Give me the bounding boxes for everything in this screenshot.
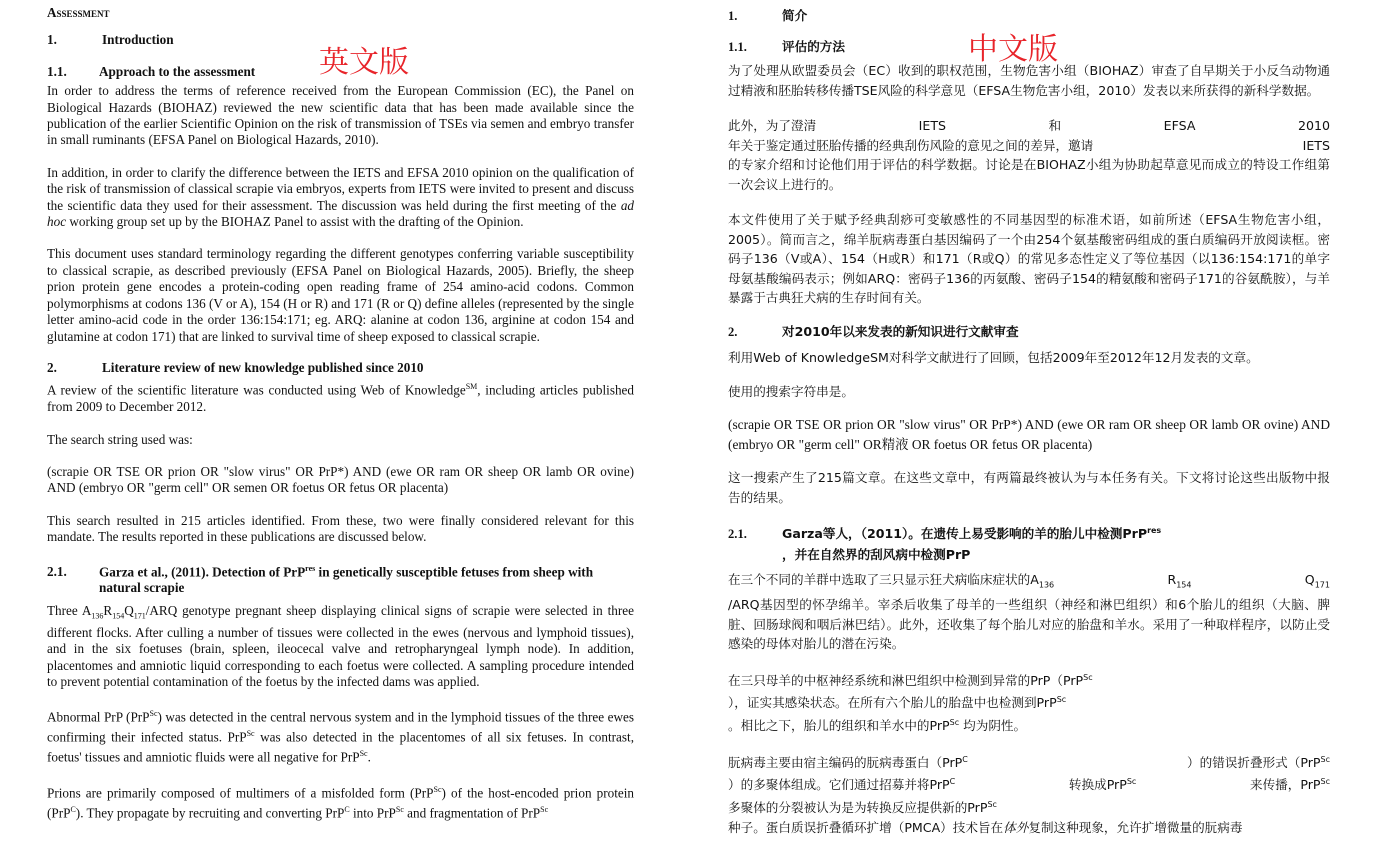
chinese-page xyxy=(700,0,1389,851)
paragraph: 的专家介绍和讨论他们用于评估的科学数据。讨论是在BIOHAZ小组为协助起草意见而成立的特设工作组第一次会议上进行的。 xyxy=(728,157,1330,192)
paragraph: In order to address the terms of reference received from the European Commission (EC), the Panel on Biological Hazards (BIOHAZ) reviewed the new scientific data that has been made available since the publication of the earlier Scientific Opinion on the risk of transmission of TSEs via semen and embryo transfer in small ruminants (EFSA Panel on Biological Hazards, 2010). xyxy=(47,83,634,148)
section-1-1-heading: 1.1. 评估的方法 xyxy=(728,38,845,54)
paragraph-line: 。相比之下，胎儿的组织和羊水中的PrP$^{Sc}$ 均为阴性。 xyxy=(728,718,1027,734)
assessment-heading: Assessment xyxy=(47,5,110,20)
paragraph-line: 种子。蛋白质误折叠循环扩增（PMCA）技术旨在体外复制这种现象，允许扩增微量的朊病毒 xyxy=(728,819,1243,835)
paragraph-line: 多聚体的分裂被认为是为转换反应提供新的PrP$^{Sc}$ xyxy=(728,800,997,816)
paragraph-line: 朊病毒主要由宿主编码的朊病毒蛋白（PrP$^C$ ）的错误折叠形式（PrP$^{Sc}$ xyxy=(728,754,1330,770)
paragraph-line: 在三只母羊的中枢神经系统和淋巴组织中检测到异常的PrP（PrP$^{Sc}$ xyxy=(728,672,1093,688)
paragraph: /ARQ基因型的怀孕绵羊。宰杀后收集了母羊的一些组织（神经和淋巴组织）和6个胎儿的组织（大脑、脾脏、回肠球阀和咽后淋巴结）。此外，还收集了每个胎儿对应的胎盘和羊水。采用了一种取样程序，以防止受感染的母体对胎儿的潜在污染。 xyxy=(728,597,1330,652)
search-string: (scrapie OR TSE OR prion OR "slow virus" OR PrP*) AND (ewe OR ram OR sheep OR lamb OR ovine) AND (embryo OR "germ cell" OR精液 OR foetus OR fetus OR placenta) xyxy=(728,417,1330,452)
paragraph: In addition, in order to clarify the difference between the IETS and EFSA 2010 opinion on the qualification of the risk of transmission of classical scrapie via embryos, experts from IETS were invited to present and discuss the scientific data they used for their assessment. The discussion was held during the first meeting of the ad hoc working group set up by the BIOHAZ Panel to assist with the drafting of the Opinion. xyxy=(47,164,634,230)
section-2-heading: 2. 对2010年以来发表的新知识进行文献审查 xyxy=(728,323,1019,339)
paragraph-line: ）的多聚体组成。它们通过招募并将PrP$^C$ 转换成PrP$^{Sc}$ 来传播，PrP$^{Sc}$ xyxy=(728,777,1330,793)
english-version-label: 英文版 xyxy=(319,45,409,80)
paragraph: The search string used was: xyxy=(47,431,193,447)
paragraph: This document uses standard terminology regarding the different genotypes conferring variable susceptibility to classical scrapie, as described previously (EFSA Panel on Biological Hazards, 2005). Briefly, the sheep prion protein gene encodes a protein-coding open reading frame of 254 amino-acid codons. Common polymorphisms at codons 136 (V or A), 154 (H or R) and 171 (R or Q) define alleles (represented by the single letter amino-acid code in the order 136:154:171; eg. ARQ: alanine at codon 136, arginine at codon 154 and glutamine at codon 171) that are linked to survival time of sheep exposed to classical scrapie. xyxy=(47,246,634,344)
paragraph-line: 此外，为了澄清 IETS 和 EFSA 2010 xyxy=(728,118,1330,133)
paragraph: Prions are primarily composed of multimers of a misfolded form (PrP$^{Sc}$) of the host-encoded prion protein (PrP$^C$). They propagate by recruiting and converting PrP$^C$ into PrP$^{Sc}$ and fragmentation of PrP$^{Sc}$ xyxy=(47,784,634,820)
paragraph-line: ），证实其感染状态。在所有六个胎儿的胎盘中也检测到PrP$^{Sc}$ xyxy=(728,695,1067,711)
paragraph: 本文件使用了关于赋予经典刮痧可变敏感性的不同基因型的标准术语，如前所述（EFSA生物危害小组，2005）。简而言之，绵羊朊病毒蛋白基因编码了一个由254个氨基酸密码组成的蛋白质编码开放阅读框。密码子136（V或A）、154（H或R）和171（R或Q）的常见多态性定义了等位基因（以136:154:171的单字母氨基酸编码表示；例如ARQ：密码子136的丙氨酸、密码子154的精氨酸和密码子171的谷氨酰胺），与羊暴露于古典狂犬病的生存时间有关。 xyxy=(728,212,1330,305)
paragraph: A review of the scientific literature was conducted using Web of Knowledge℠, including articles published from 2009 to December 2012. xyxy=(47,382,634,415)
paragraph: This search resulted in 215 articles identified. From these, two were finally considered relevant for this mandate. The results reported in these publications are discussed below. xyxy=(47,512,634,545)
paragraph: Three $A_{136}R_{154}Q_{171}$/ARQ genotype pregnant sheep displaying clinical signs of scrapie were selected in three different flocks. After culling a number of tissues were collected in the ewes (nervous and lymphoid tissues), and in the six foetuses (brain, spleen, ileocecal valve and retropharyngeal lymph node). In addition, placentomes and amniotic liquid corresponding to each foetus were collected. A sampling procedure intended to prevent potential contamination of the foetus by the infected dams was applied. xyxy=(47,602,634,690)
section-2-heading: 2. Literature review of new knowledge published since 2010 xyxy=(47,359,424,375)
section-1-heading: 1. 简介 xyxy=(728,8,808,23)
section-2-1-heading: 2.1. Garza等人，（2011）。在遗传上易受影响的羊的胎儿中检测PrP$^{res}$ ，并在自然界的刮风病中检测PrP xyxy=(728,526,1162,562)
paragraph: 为了处理从欧盟委员会（EC）收到的职权范围，生物危害小组（BIOHAZ）审查了自早期关于小反刍动物通过精液和胚胎转移传播TSE风险的科学意见（EFSA生物危害小组，2010）发表以来所获得的新科学数据。 xyxy=(728,63,1330,98)
paragraph: Abnormal PrP (PrP$^{Sc}$) was detected in the central nervous system and in the lymphoid tissues of the three ewes confirming their infected status. PrP$^{Sc}$ was also detected in the placentomes of all six fetuses. In contrast, foetus' tissues and amniotic fluids were all negative for PrP$^{Sc}$. xyxy=(47,709,635,765)
search-string: (scrapie OR TSE OR prion OR "slow virus" OR PrP*) AND (ewe OR ram OR sheep OR lamb OR ovine) AND (embryo OR "germ cell" OR semen OR foetus OR fetus OR placenta) xyxy=(47,463,634,496)
paragraph-line: 年关于鉴定通过胚胎传播的经典刮伤风险的意见之间的差异，邀请 IETS xyxy=(728,137,1330,153)
paragraph-line: 在三个不同的羊群中选取了三只显示狂犬病临床症状的$A_{136}$ $R_{154}$ $Q_{171}$ xyxy=(728,572,1330,590)
section-2-1-heading: 2.1. Garza et al., (2011). Detection of PrP$^{res}$ in genetically susceptible fetuses from sheep with natural scrapie xyxy=(47,563,594,596)
section-1-1-heading: 1.1. Approach to the assessment xyxy=(47,63,256,79)
paragraph: 这一搜索产生了215篇文章。在这些文章中，有两篇最终被认为与本任务有关。下文将讨论这些出版物中报告的结果。 xyxy=(728,470,1330,505)
section-1-heading: 1. Introduction xyxy=(47,32,174,48)
chinese-version-label: 中文版 xyxy=(968,32,1058,67)
paragraph: 使用的搜索字符串是。 xyxy=(728,383,854,399)
paragraph: 利用Web of KnowledgeSM对科学文献进行了回顾，包括2009年至2012年12月发表的文章。 xyxy=(728,350,1259,365)
